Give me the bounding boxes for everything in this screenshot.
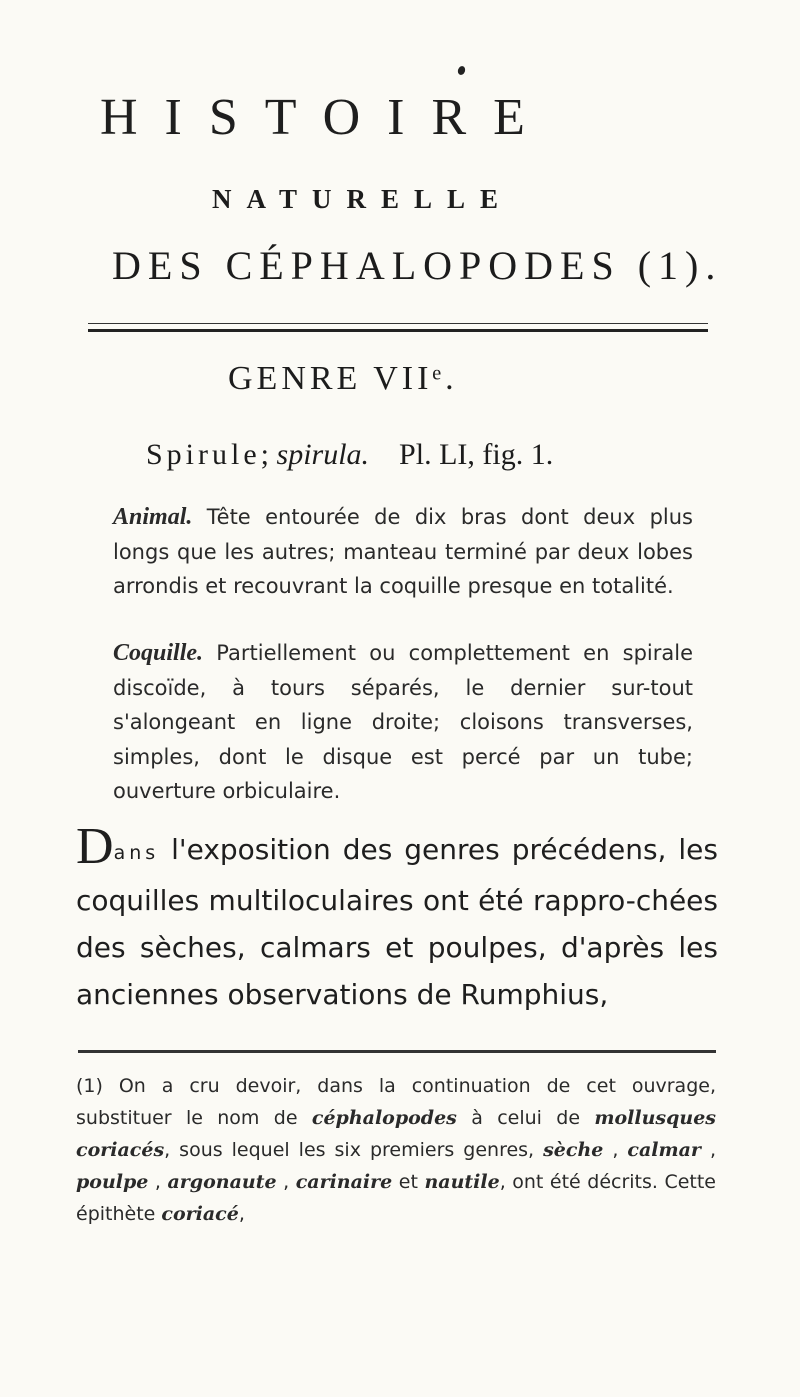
footnote <box>76 1070 716 1230</box>
shell-description <box>113 636 693 809</box>
footnote-text: et <box>398 1171 418 1193</box>
plate-reference: Pl. LI, fig. 1. <box>399 438 554 471</box>
footnote-term: argonaute <box>167 1171 277 1193</box>
animal-text: Tête entourée de dix bras dont deux plus longs que les autres; manteau terminé par deux lobes arrondis et recouvrant la coquille presque en totalité. <box>113 505 693 598</box>
title-histoire: HISTOIRE <box>100 89 552 146</box>
title-cephalopodes: DES CÉPHALOPODES (1). <box>112 243 723 288</box>
body-text: l'exposition des genres précédens, les coquilles multiloculaires ont été rappro-chées des sèches, calmars et poulpes, d'après les anciennes observations de Rumphius, <box>76 833 718 1011</box>
drop-cap: D <box>76 818 114 875</box>
footnote-term: poulpe <box>76 1171 149 1193</box>
ink-dot <box>457 65 467 76</box>
footnote-text: à celui de <box>471 1107 581 1129</box>
footnote-term: coriacé <box>161 1203 239 1225</box>
footnote-text: , <box>283 1171 290 1193</box>
footnote-text: (1) On a cru devoir, dans la continuation de cet ouvrage, substituer le nom de <box>76 1075 716 1129</box>
footnote-text: , <box>612 1139 619 1161</box>
footnote-text: , <box>154 1171 161 1193</box>
animal-lead: Animal. <box>113 504 193 530</box>
footnote-term: mollusques coriacés <box>76 1107 716 1161</box>
footnote-term: calmar <box>627 1139 701 1161</box>
genre-heading: GENRE VIIᵉ. <box>228 360 458 397</box>
footnote-text: , <box>709 1139 716 1161</box>
double-rule-divider <box>88 323 708 332</box>
animal-description <box>113 500 693 604</box>
body-paragraph <box>76 818 718 1018</box>
footnote-text: , sous lequel les six premiers genres, <box>164 1139 535 1161</box>
genus-name: Spirule <box>146 438 261 471</box>
shell-text: Partiellement ou complettement en spirale discoïde, à tours séparés, le dernier sur-tout s'alongeant en ligne droite; cloisons transverses, simples, dont le disque est percé par un tube; ouverture orbiculaire. <box>113 641 693 803</box>
shell-lead: Coquille. <box>113 640 204 666</box>
footnote-rule <box>78 1050 716 1053</box>
footnote-term: sèche <box>543 1139 604 1161</box>
genus-latin: spirula. <box>276 438 370 471</box>
first-word-rest: ans <box>113 842 160 864</box>
footnote-text: , <box>238 1203 245 1225</box>
genus-line: Spirule; spirula. Pl. LI, fig. 1. <box>146 438 554 471</box>
footnote-term: nautile <box>424 1171 500 1193</box>
footnote-term: carinaire <box>295 1171 393 1193</box>
footnote-text: , ont été décrits. Cette épithète <box>76 1171 716 1225</box>
footnote-term: céphalopodes <box>311 1107 457 1129</box>
title-naturelle: NATURELLE <box>212 184 514 214</box>
